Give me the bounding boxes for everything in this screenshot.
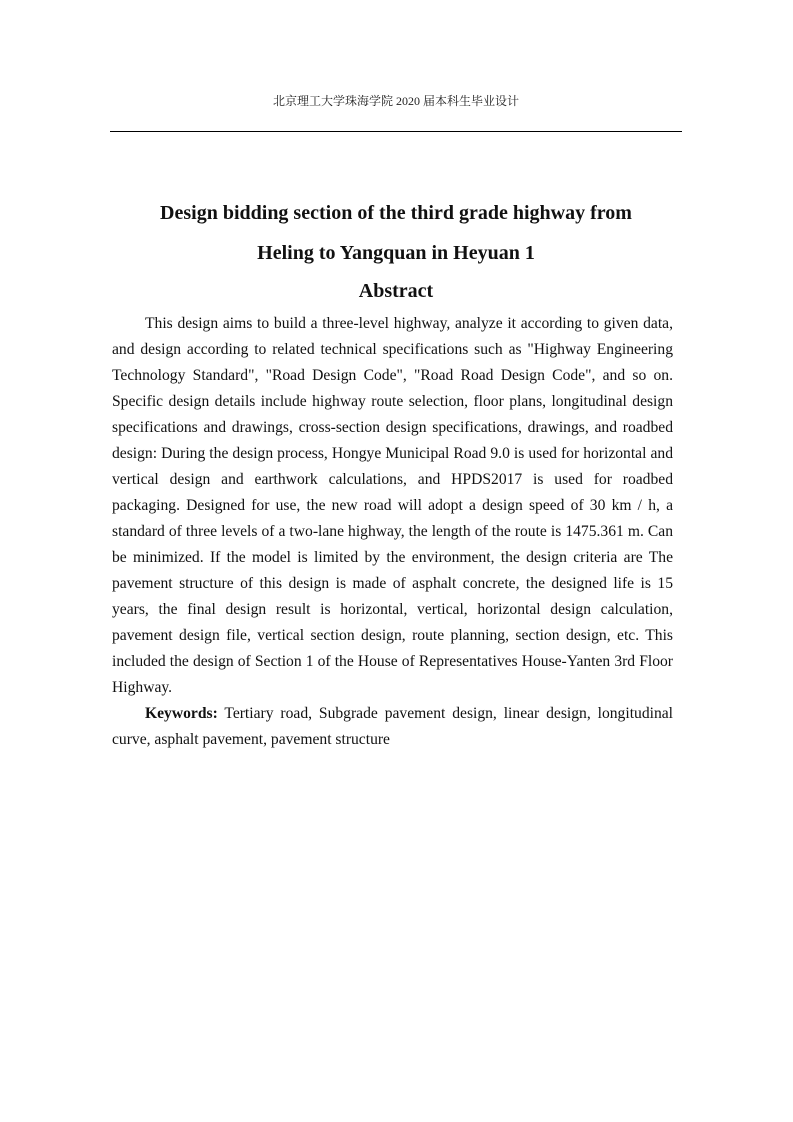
abstract-body: This design aims to build a three-level highway, analyze it according to given data, and design according to related technical specifications such as "Highway Engineering Technology Standard", "Road Design Code", "Road Road Design Code", and so on. Specific design details include highway route selection, floor plans, longitudinal design specifications and drawings, cross-section design specifications, drawings, and roadbed design: During the design process, Hongye Municipal Road 9.0 is used for horizontal and vertical design and earthwork calculations, and HPDS2017 is used for roadbed packaging. Designed for use, the new road will adopt a design speed of 30 km / h, a standard of three levels of a two-lane highway, the length of the route is 1475.361 m. Can be minimized. If the model is limited by the environment, the design criteria are The pavement structure of this design is made of asphalt concrete, the designed life is 15 years, the final design result is horizontal, vertical, horizontal design calculation, pavement design file, vertical section design, route planning, section design, etc. This included the design of Section 1 of the House of Representatives House-Yanten 3rd Floor Highway. bbox=[112, 315, 673, 696]
title-line-2: Heling to Yangquan in Heyuan 1 bbox=[257, 242, 535, 264]
thesis-title bbox=[110, 193, 682, 273]
running-header: 北京理工大学珠海学院 2020 届本科生毕业设计 bbox=[272, 94, 519, 108]
keywords-label: Keywords: bbox=[145, 705, 218, 722]
header-divider bbox=[110, 131, 682, 132]
abstract-heading: Abstract bbox=[358, 280, 434, 302]
title-line-1: Design bidding section of the third grade highway from bbox=[160, 202, 632, 224]
keywords-text: Tertiary road, Subgrade pavement design, linear design, longitudinal curve, asphalt pavement, pavement structure bbox=[112, 705, 673, 748]
keywords-paragraph bbox=[112, 701, 673, 753]
